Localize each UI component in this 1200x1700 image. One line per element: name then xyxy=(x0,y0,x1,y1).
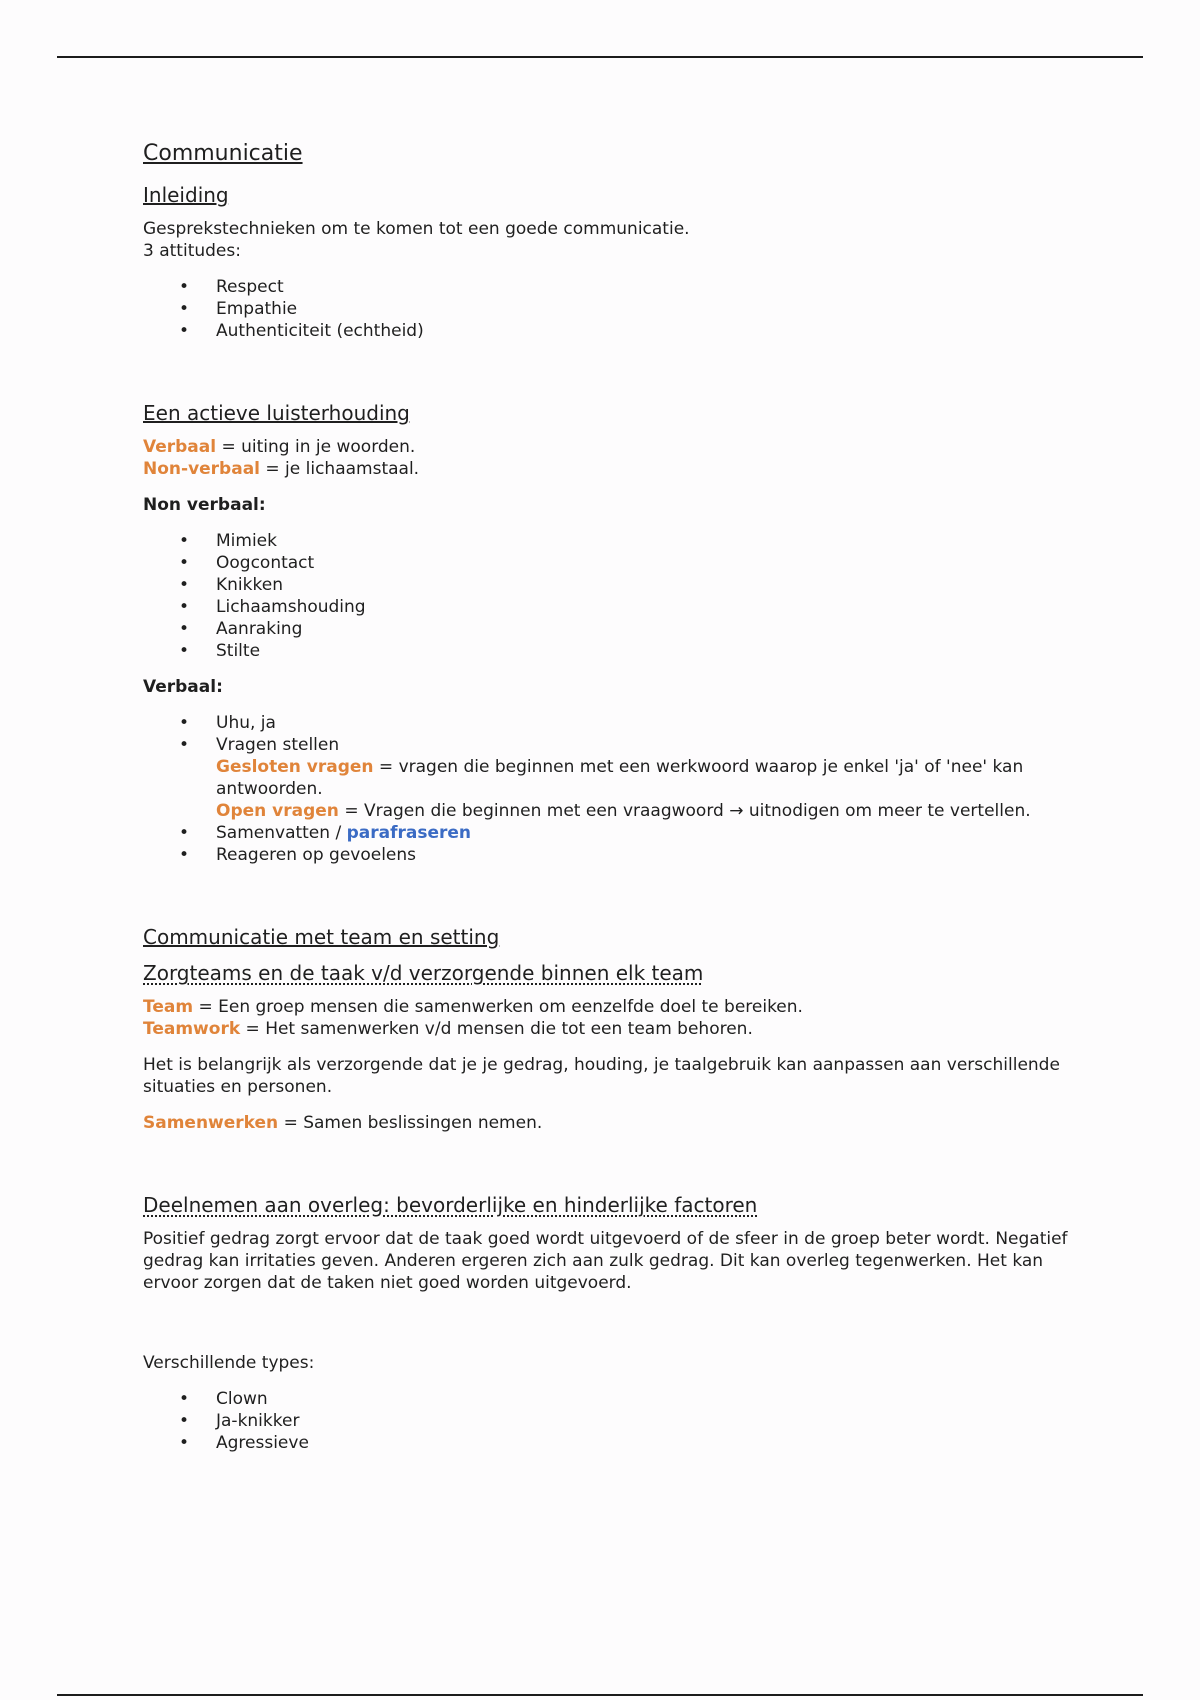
cooperate-definition: Samenwerken = Samen beslissingen nemen. xyxy=(143,1113,543,1133)
closed-questions-definition: Gesloten vragen = vragen die beginnen met een werkwoord waarop je enkel 'ja' of 'nee' kan antwoorden. xyxy=(216,757,1024,799)
open-questions-term: Open vragen xyxy=(216,801,339,821)
bullet-icon: • xyxy=(179,845,190,865)
bullet-icon: • xyxy=(179,1433,190,1453)
team-definitions: Team = Een groep mensen die samenwerken om eenzelfde doel te bereiken. Teamwork = Het samenwerken v/d mensen die tot een team behoren. xyxy=(143,997,803,1039)
verbal-list xyxy=(143,712,1093,866)
footer-rule xyxy=(57,1694,1143,1696)
bullet-icon: • xyxy=(179,597,190,617)
list-item: • Respect xyxy=(179,277,284,297)
list-item: • Authenticiteit (echtheid) xyxy=(179,321,424,341)
bullet-icon: • xyxy=(179,1389,190,1409)
types-list xyxy=(143,1388,1093,1454)
team-heading: Communicatie met team en setting xyxy=(143,925,500,949)
list-item: • Stilte xyxy=(179,641,261,661)
bullet-icon: • xyxy=(179,823,190,843)
team-term: Team xyxy=(143,997,194,1017)
list-item: • Clown xyxy=(179,1389,268,1409)
nonverbal-term: Non-verbaal xyxy=(143,459,260,479)
bullet-icon: • xyxy=(179,641,190,661)
bullet-icon: • xyxy=(179,553,190,573)
intro-paragraph xyxy=(143,218,1093,262)
intro-line-1: Gesprekstechnieken om te komen tot een goede communicatie. xyxy=(143,219,690,239)
list-item: • Ja-knikker xyxy=(179,1411,300,1431)
verbal-term: Verbaal xyxy=(143,437,217,457)
team-paragraph: Het is belangrijk als verzorgende dat je je gedrag, houding, je taalgebruik kan aanpassen aan verschillende situaties en personen. xyxy=(143,1055,1060,1097)
bullet-icon: • xyxy=(179,1411,190,1431)
list-item: • Lichaamshouding xyxy=(179,597,366,617)
bullet-icon: • xyxy=(179,575,190,595)
attitudes-list xyxy=(143,276,1093,342)
list-item: • Reageren op gevoelens xyxy=(179,845,417,865)
list-item: • Samenvatten / parafraseren xyxy=(179,823,472,843)
bullet-icon: • xyxy=(179,277,190,297)
intro-heading: Inleiding xyxy=(143,183,229,207)
teamwork-term: Teamwork xyxy=(143,1019,241,1039)
types-label: Verschillende types: xyxy=(143,1353,315,1373)
list-item: • Empathie xyxy=(179,299,298,319)
cooperate-term: Samenwerken xyxy=(143,1113,279,1133)
listening-heading: Een actieve luisterhouding xyxy=(143,401,410,425)
list-item: • Vragen stellen Gesloten vragen = vragen die beginnen met een werkwoord waarop je enkel 'ja' of 'nee' kan antwoorden. Open vragen = Vragen die beginnen met een vraagwoord → uitnodigen om meer te vertellen. xyxy=(143,734,1093,822)
team-subheading: Zorgteams en de taak v/d verzorgende binnen elk team xyxy=(143,961,704,985)
open-questions-definition: Open vragen = Vragen die beginnen met een vraagwoord → uitnodigen om meer te vertellen. xyxy=(216,801,1031,821)
list-item: • Agressieve xyxy=(179,1433,309,1453)
header-rule xyxy=(57,56,1143,58)
bullet-icon: • xyxy=(179,531,190,551)
bullet-icon: • xyxy=(179,735,190,755)
definitions-verbal: Verbaal = uiting in je woorden. Non-verbaal = je lichaamstaal. xyxy=(143,437,420,479)
closed-questions-term: Gesloten vragen xyxy=(216,757,374,777)
nonverbal-list xyxy=(143,530,1093,662)
bullet-icon: • xyxy=(179,299,190,319)
list-item: • Aanraking xyxy=(179,619,303,639)
list-item: • Oogcontact xyxy=(179,553,315,573)
page-title: Communicatie xyxy=(143,141,303,166)
document-body xyxy=(143,140,1093,1468)
list-item: • Mimiek xyxy=(179,531,277,551)
bullet-icon: • xyxy=(179,619,190,639)
intro-line-2: 3 attitudes: xyxy=(143,241,241,261)
meeting-paragraph: Positief gedrag zorgt ervoor dat de taak goed wordt uitgevoerd of de sfeer in de groep beter wordt. Negatief gedrag kan irritaties geven. Anderen ergeren zich aan zulk gedrag. Dit kan overleg tegenwerken. Het kan ervoor zorgen dat de taken niet goed worden uitgevoerd. xyxy=(143,1229,1068,1293)
meeting-heading: Deelnemen aan overleg: bevorderlijke en hinderlijke factoren xyxy=(143,1193,758,1217)
bullet-icon: • xyxy=(179,713,190,733)
nonverbal-heading: Non verbaal: xyxy=(143,495,266,515)
list-item: • Uhu, ja xyxy=(179,713,276,733)
paraphrase-term: parafraseren xyxy=(346,823,472,843)
list-item: • Knikken xyxy=(179,575,283,595)
bullet-icon: • xyxy=(179,321,190,341)
verbal-heading: Verbaal: xyxy=(143,677,223,697)
